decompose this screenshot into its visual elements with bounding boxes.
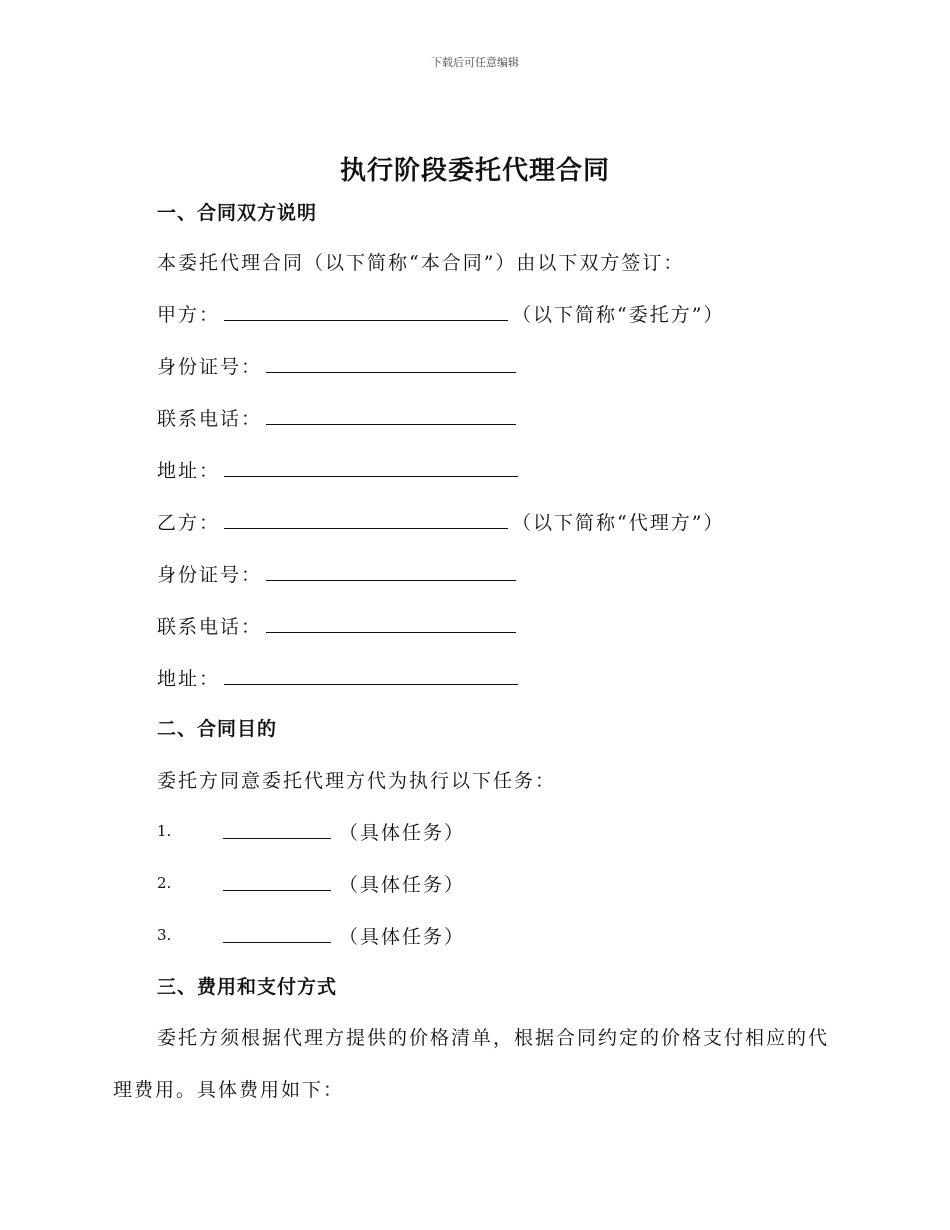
party-b-line <box>157 508 724 535</box>
task-number: 3. <box>157 926 172 944</box>
task-item <box>223 870 465 897</box>
contract-intro-line <box>157 248 684 275</box>
party-a-id-blank <box>266 352 516 373</box>
task-item <box>223 922 465 949</box>
party-b-address-blank <box>224 664 518 685</box>
party-a-blank <box>224 300 508 321</box>
party-a-address-blank <box>224 456 518 477</box>
party-a-address-label: 地址： <box>157 460 221 482</box>
task-suffix: （具体任务） <box>339 926 466 948</box>
section-heading-purpose: 二、合同目的 <box>157 718 278 740</box>
party-b-id-label: 身份证号： <box>157 564 263 586</box>
party-a-label: 甲方： <box>157 304 221 326</box>
party-a-address-line <box>157 456 522 483</box>
party-b-blank <box>224 508 508 529</box>
task-blank <box>223 818 331 839</box>
task-number: 1. <box>157 822 172 840</box>
party-a-suffix: （以下简称“委托方”） <box>512 304 725 326</box>
party-b-id-blank <box>266 560 516 581</box>
purpose-intro-line <box>157 766 556 793</box>
party-b-label: 乙方： <box>157 512 221 534</box>
document-title: 执行阶段委托代理合同 <box>339 156 610 186</box>
party-a-phone-line <box>157 404 520 431</box>
task-number: 2. <box>157 874 172 892</box>
party-a-id-label: 身份证号： <box>157 356 263 378</box>
party-a-phone-label: 联系电话： <box>157 408 263 430</box>
fees-paragraph: 委托方须根据代理方提供的价格清单，根据合同约定的价格支付相应的代理费用。具体费用如下： <box>113 1027 830 1101</box>
party-b-address-line <box>157 664 522 691</box>
party-b-phone-blank <box>266 612 516 633</box>
contract-intro-text: 本委托代理合同（以下简称“本合同”）由以下双方签订： <box>157 252 685 274</box>
party-a-id-line <box>157 352 520 379</box>
task-suffix: （具体任务） <box>339 874 466 896</box>
purpose-intro-text: 委托方同意委托代理方代为执行以下任务： <box>157 770 557 792</box>
party-b-address-label: 地址： <box>157 668 221 690</box>
task-blank <box>223 870 331 891</box>
section-heading-parties: 一、合同双方说明 <box>157 202 318 224</box>
party-a-phone-blank <box>266 404 516 425</box>
task-blank <box>223 922 331 943</box>
party-b-phone-label: 联系电话： <box>157 616 263 638</box>
party-a-line <box>157 300 724 327</box>
header-note: 下载后可任意编辑 <box>431 56 519 69</box>
section-heading-fees: 三、费用和支付方式 <box>157 976 338 998</box>
party-b-id-line <box>157 560 520 587</box>
task-item <box>223 818 465 845</box>
party-b-phone-line <box>157 612 520 639</box>
task-suffix: （具体任务） <box>339 822 466 844</box>
party-b-suffix: （以下简称“代理方”） <box>512 512 725 534</box>
